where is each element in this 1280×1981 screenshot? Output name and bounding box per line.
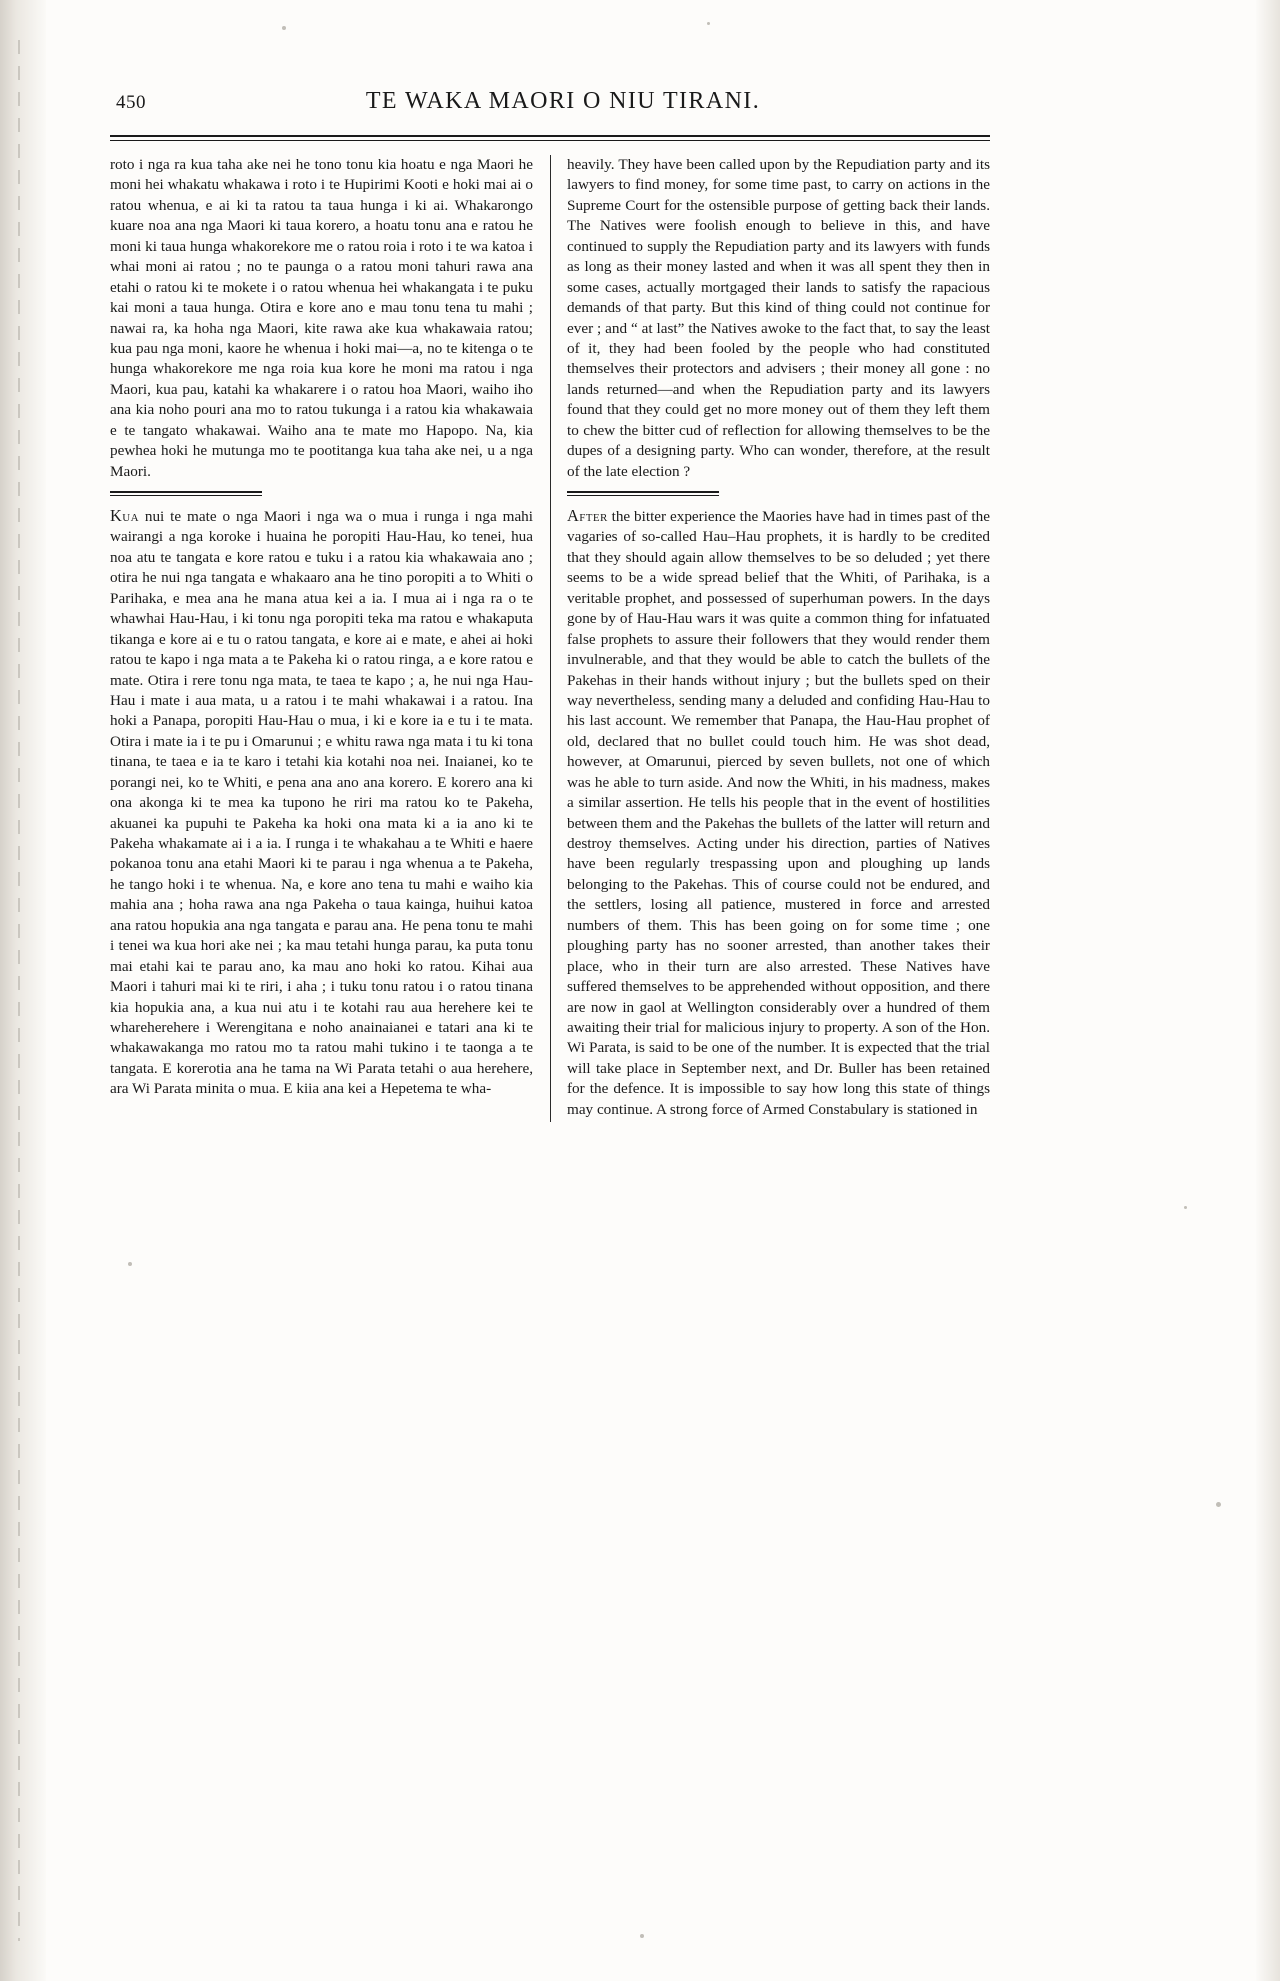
article-maori-hauhau-text: nui te mate o nga Maori i nga wa o mua i runga i nga mahi wairangi a nga koroke i huaina he poropiti Hau-Hau, ko tenei, hua noa atu te tangata e kore ratou e tuku i a ratou kia whakawaia ano ; otira he nui nga tangata e whakaaro ana he tino poropiti a to Whiti o Parihaka, e mea ana he mana atua kei a ia. I mua ai i nga ra o te whawhai Hau-Hau, i ki tonu nga poropiti teka ma ratou e whakaputa tikanga e kore ai e tu o ratou tangata, e kore ai e mate, e ahei ai hoki ratou te kapo i nga mata a te Pakeha ki o ratou ringa, a e kore ratou e mate. Otira i rere tonu nga mata, te taea te kapo ; a, he nui nga Hau-Hau i mate i aua mata, u a ratou i te mahi whakawai i a ratou. Ina hoki a Panapa, poropiti Hau-Hau o mua, i ki e kore ia e tu i te mata. Otira i mate ia i te pu i Omarunui ; e whitu rawa nga mata i tu ki tona tinana, te taea e ia te karo i tetahi kia kotahi noa nei. Inaianei, ko te porangi nei, ko te Whiti, e pena ana ano ana korero. E korero ana ki ona akonga ki te mea ka tupono he riri ma ratou ko te Pakeha, akuanei ka pupuhi te Pakeha ka hoki ona mata ki a ia ano ki te Pakeha whakamate ai i a ia. I runga i te whakahau a te Whiti e haere pokanoa tonu ana etahi Maori ki te parau i nga whenua a te Pakeha, he tango hoki i te whenua. Na, e kore ano tena tu mahi e waiho kia mahia ana ; hoha rawa ana nga Pakeha o taua kainga, huihui katoa ana ratou hopukia ana nga tangata e parau ana. He pena tonu te mahi i tenei wa kua hori ake nei ; ka mau tetahi hunga parau, ka puta tonu mai etahi kai te parau ano, ka mau ano hoki ko ratou. Kihai aua Maori i tahuri mai ki te riri, i aha ; i tuku tonu ratou i o ratou tinana kia hopukia ana, a kua nui atu i te kotahi rau aua herehere kei te whareherehere i Werengitana e noho anainaianei e tatari ana ki te whakawakanga mo ratou mo ta ratou mahi tukino i te taonga a te tangata. E korerotia ana he tama na Wi Parata tetahi o aua herehere, ara Wi Parata minita o mua. E kiia ana kei a Hepetema te wha- xyxy=(110,508,533,1098)
article-lead-word: After xyxy=(567,506,608,525)
article-separator xyxy=(110,491,262,496)
column-divider xyxy=(550,155,551,1122)
column-left xyxy=(110,155,549,1122)
article-lead-word: Kua xyxy=(110,506,139,525)
page-number: 450 xyxy=(116,92,146,113)
scan-edge-right xyxy=(1256,0,1280,1981)
article-maori-continued: roto i nga ra kua taha ake nei he tono tonu kia hoatu e nga Maori he moni hei whakatu whakawa i roto i te Hupirimi Kooti e hoki mai ai o ratou whenua, e ai ki ta ratou ta taua hunga i ki ai. Whakarongo kuare noa ana nga Maori ki taua korero, a hoatu tonu ana e ratou he moni ki taua hunga whakorekore me o ratou roia i roto i te wa katoa i whai moni ai ratou ; no te paunga o a ratou moni tahuri rawa ana etahi o ratou ki te mokete i o ratou whenua hei whakangata i te puku kai moni a taua hunga. Otira e kore ano e mau tonu tena tu mahi ; nawai ra, ka hoha nga Maori, kite rawa ake kua whakawaia ratou; kua pau nga moni, kaore he whenua i hoki mai—a, no te kitenga o te hunga whakorekore me nga roia kua kore he moni ma ratou i nga Maori, kua pau, katahi ka whakarere i o ratou hoa Maori, waiho iho ana kia noho pouri ana mo to ratou tukunga i a ratou kia whakawaia e te tangato whakawai. Waiho ana te mate mo Hapopo. Na, kia pewhea hoki he mutunga mo te pootitanga kua taha ake nei, u a nga Maori. xyxy=(110,156,533,480)
article-english-hauhau-text: the bitter experience the Maories have had in times past of the vagaries of so-called Hau–Hau prophets, it is hardly to be credited that they should again allow themselves to be so deluded ; yet there seems to be a wide spread belief that the Whiti, of Parihaka, is a veritable prophet, and possessed of superhuman powers. In the days gone by of Hau-Hau wars it was quite a common thing for infatuated false prophets to assure their followers that they would render them invulnerable, and that they would be able to catch the bullets of the Pakehas in their hands without injury ; but the bullets sped on their way nevertheless, sending many a deluded and confiding Hau-Hau to his last account. We remember that Panapa, the Hau-Hau prophet of old, declared that no bullet could touch him. He was shot dead, however, at Omarunui, pierced by seven bullets, not one of which was he able to turn aside. And now the Whiti, in his madness, makes a similar assertion. He tells his people that in the event of hostilities between them and the Pakehas the bullets of the latter will return and destroy themselves. Acting under his direction, parties of Natives have been regularly trespassing upon and ploughing up lands belonging to the Pakehas. This of course could not be endured, and the settlers, losing all patience, mustered in force and arrested numbers of them. This has been going on for some time ; one ploughing party has no sooner arrested, than another takes their place, who in their turn are also arrested. These Natives have suffered themselves to be apprehended without opposition, and there are now in gaol at Wellington considerably over a hundred of them awaiting their trial for malicious injury to property. A son of the Hon. Wi Parata, is said to be one of the number. It is expected that the trial will take place in September next, and Dr. Buller has been retained for the defence. It is impossible to say how long this state of things may continue. A strong force of Armed Constabulary is stationed in xyxy=(567,508,990,1118)
scan-speck xyxy=(707,22,710,25)
masthead-rule xyxy=(110,135,990,141)
article-maori-hauhau xyxy=(110,505,533,1100)
page-content xyxy=(110,88,990,1122)
scan-speck xyxy=(1184,1206,1187,1209)
article-english-continued: heavily. They have been called upon by the Repudiation party and its lawyers to find money, for some time past, to carry on actions in the Supreme Court for the ostensible purpose of getting back their lands. The Natives were foolish enough to believe in this, and have continued to supply the Repudiation party and its lawyers with funds as long as their money lasted and when it was all spent they then in some cases, actually mortgaged their lands to satisfy the rapacious demands of that party. But this kind of thing could not continue for ever ; and “ at last” the Natives awoke to the fact that, to say the least of it, they had been fooled by the people who had constituted themselves their protectors and advisers ; their money all gone : no lands returned—and when the Repudiation party and its lawyers found that they could get no more money out of them they left them to chew the bitter cud of reflection for allowing themselves to be the dupes of a designing party. Who can wonder, therefore, at the result of the late election ? xyxy=(567,156,990,480)
scan-speck xyxy=(1216,1502,1221,1507)
scan-speck xyxy=(640,1934,644,1938)
article-separator xyxy=(567,491,719,496)
scan-speck xyxy=(128,1262,132,1266)
column-right xyxy=(549,155,990,1122)
scan-speck xyxy=(282,26,286,30)
scan-edge-left xyxy=(0,0,46,1981)
article-english-hauhau xyxy=(567,505,990,1120)
publication-title: TE WAKA MAORI O NIU TIRANI. xyxy=(365,88,761,114)
two-column-body xyxy=(110,155,990,1122)
masthead xyxy=(110,88,990,128)
